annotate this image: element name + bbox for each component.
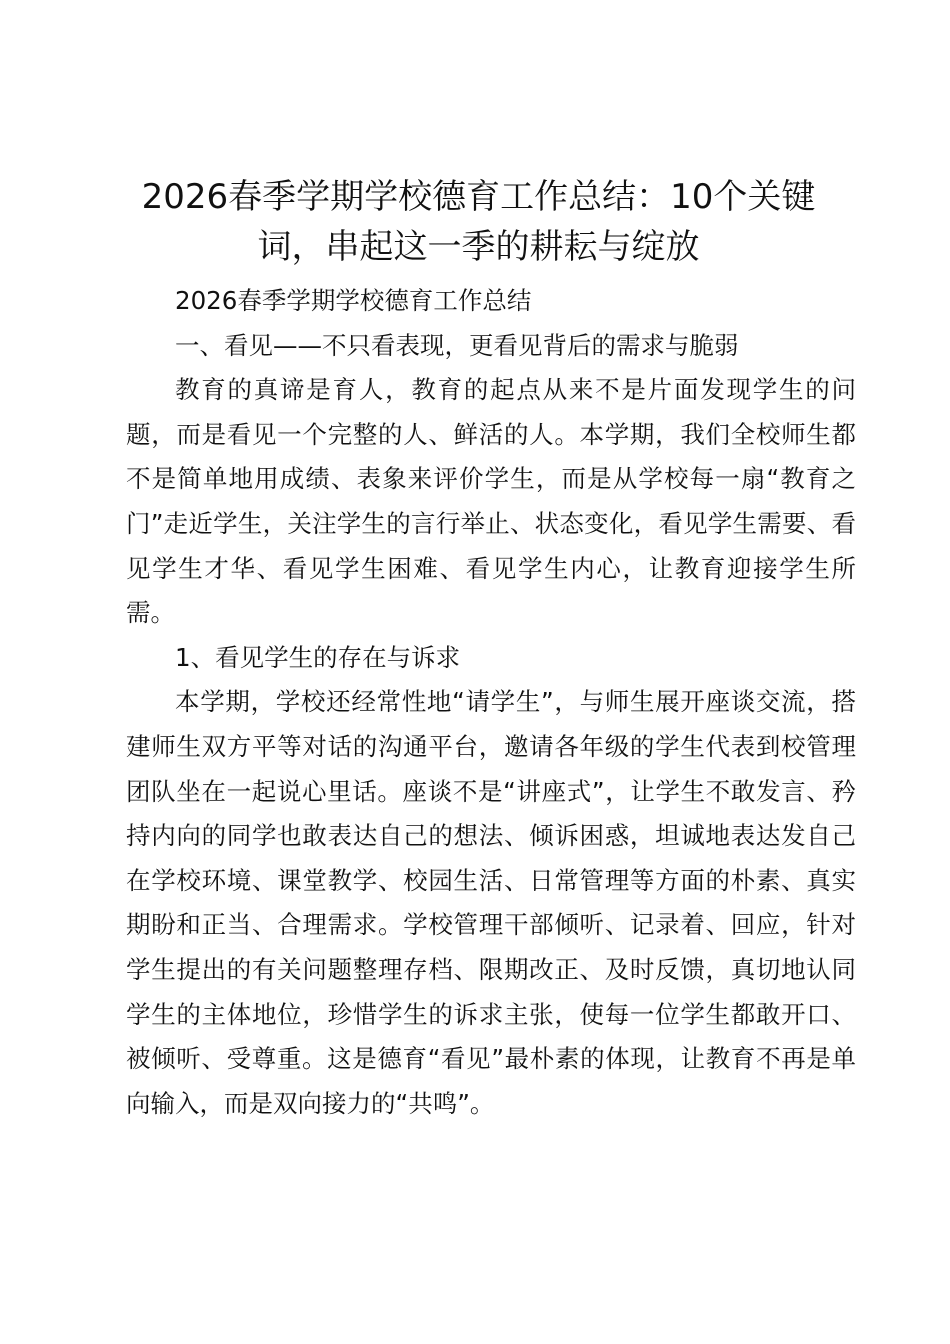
- document-title: 2026春季学期学校德育工作总结：10个关键词，串起这一季的耕耘与绽放: [141, 177, 816, 267]
- section-heading: 一、看见——不只看表现，更看见背后的需求与脆弱: [175, 330, 739, 360]
- document-subtitle: 2026春季学期学校德育工作总结: [175, 286, 532, 315]
- paragraph: 本学期，学校还经常性地“请学生”，与师生展开座谈交流，搭建师生双方平等对话的沟通平台，邀请各年级的学生代表到校管理团队坐在一起说心里话。座谈不是“讲座式”，让学生不敢发言、矜持内向的同学也敢表达自己的想法、倾诉困惑，坦诚地表达发自己在学校环境、课堂教学、校园生活、日常管理等方面的朴素、真实期盼和正当、合理需求。学校管理干部倾听、记录着、回应，针对学生提出的有关问题整理存档、限期改正、及时反馈，真切地认同学生的主体地位，珍惜学生的诉求主张，使每一位学生都敢开口、被倾听、受尊重。这是德育“看见”最朴素的体现，让教育不再是单向输入，而是双向接力的“共鸣”。: [126, 687, 856, 1118]
- paragraph: 教育的真谛是育人，教育的起点从来不是片面发现学生的问题，而是看见一个完整的人、鲜活的人。本学期，我们全校师生都不是简单地用成绩、表象来评价学生，而是从学校每一扇“教育之门”走近学生，关注学生的言行举止、状态变化，看见学生需要、看见学生才华、看见学生困难、看见学生内心，让教育迎接学生所需。: [126, 375, 856, 628]
- subheading: 1、看见学生的存在与诉求: [175, 642, 461, 672]
- document-body: [126, 279, 856, 1126]
